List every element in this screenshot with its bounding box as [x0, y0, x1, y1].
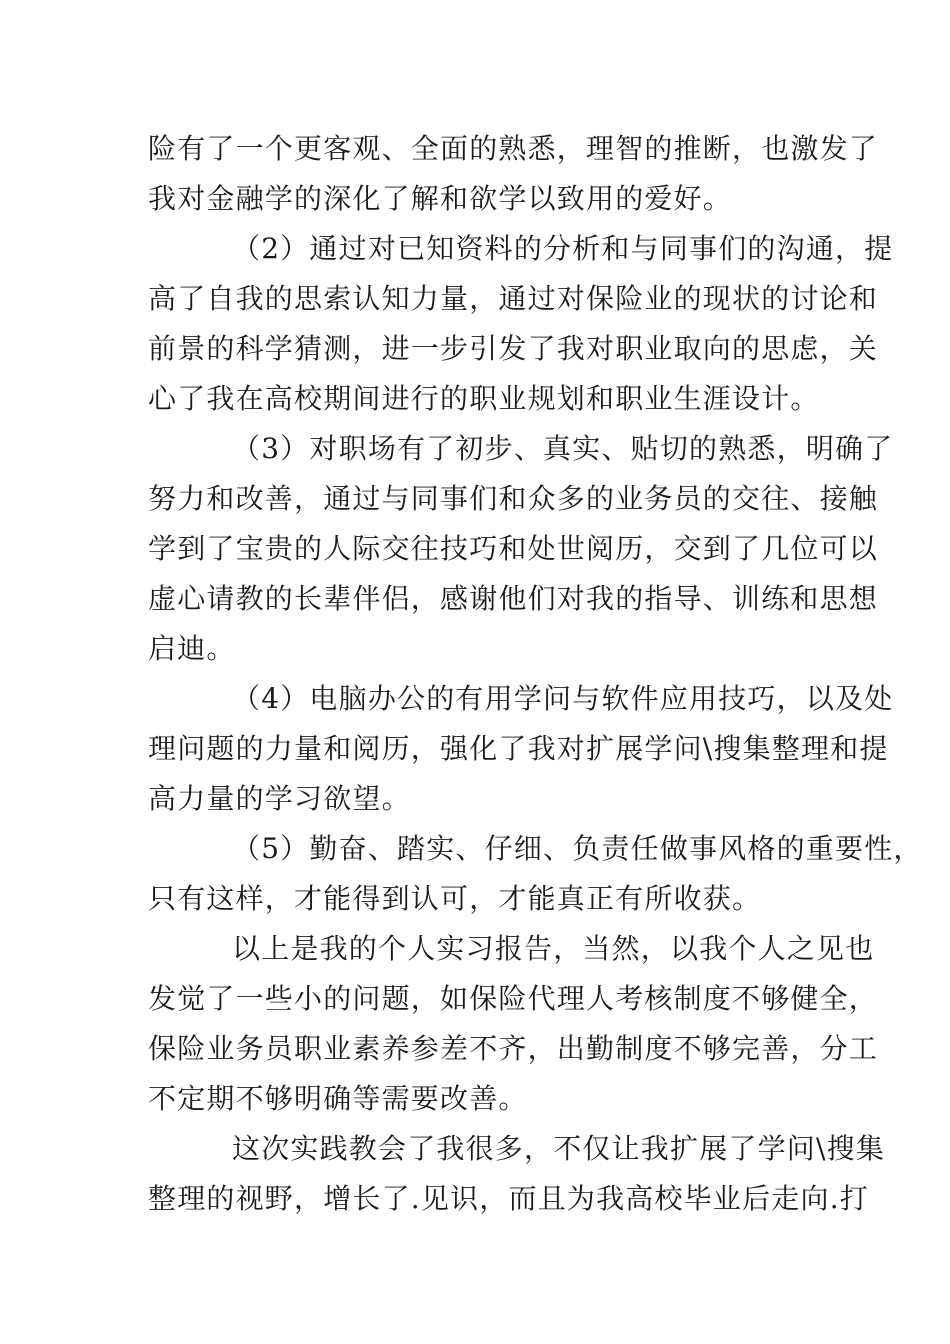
text-line: 不定期不够明确等需要改善。 — [148, 1082, 528, 1115]
text-line: （4）电脑办公的有用学问与软件应用技巧，以及处 — [232, 682, 894, 715]
paragraph-item-3 — [148, 424, 894, 674]
text-line: 以上是我的个人实习报告，当然，以我个人之见也 — [232, 932, 875, 965]
paragraph-conclusion — [148, 1124, 886, 1224]
text-line: 启迪。 — [148, 632, 236, 665]
text-line: 虚心请教的长辈伴侣，感谢他们对我的指导、训练和思想 — [148, 582, 879, 615]
text-line: 只有这样，才能得到认可，才能真正有所收获。 — [148, 882, 762, 915]
text-line: 这次实践教会了我很多，不仅让我扩展了学问\搜集 — [232, 1132, 886, 1165]
text-line: 高了自我的思索认知力量，通过对保险业的现状的讨论和 — [148, 282, 879, 315]
text-line: 险有了一个更客观、全面的熟悉，理智的推断，也激发了 — [148, 132, 879, 165]
text-line: 学到了宝贵的人际交往技巧和处世阅历，交到了几位可以 — [148, 532, 879, 565]
text-line: 心了我在高校期间进行的职业规划和职业生涯设计。 — [148, 382, 820, 415]
paragraph-item-5 — [148, 824, 923, 924]
text-line: 我对金融学的深化了解和欲学以致用的爱好。 — [148, 182, 733, 215]
text-line: 整理的视野，增长了.见识，而且为我高校毕业后走向.打 — [148, 1182, 870, 1215]
text-line: 努力和改善，通过与同事们和众多的业务员的交往、接触 — [148, 482, 879, 515]
text-line: （5）勤奋、踏实、仔细、负责任做事风格的重要性， — [232, 832, 923, 865]
paragraph-item-2 — [148, 224, 894, 424]
text-line: 前景的科学猜测，进一步引发了我对职业取向的思虑，关 — [148, 332, 879, 365]
document-page — [148, 124, 923, 1224]
text-line: 发觉了一些小的问题，如保险代理人考核制度不够健全， — [148, 982, 879, 1015]
text-line: 高力量的学习欲望。 — [148, 782, 411, 815]
text-line: （2）通过对已知资料的分析和与同事们的沟通，提 — [232, 232, 894, 265]
text-line: （3）对职场有了初步、真实、贴切的熟悉，明确了 — [232, 432, 894, 465]
paragraph-item-4 — [148, 674, 894, 824]
text-line: 保险业务员职业素养参差不齐，出勤制度不够完善，分工 — [148, 1032, 879, 1065]
paragraph-continuation — [148, 124, 879, 224]
text-line: 理问题的力量和阅历，强化了我对扩展学问\搜集整理和提 — [148, 732, 889, 765]
paragraph-summary — [148, 924, 879, 1124]
